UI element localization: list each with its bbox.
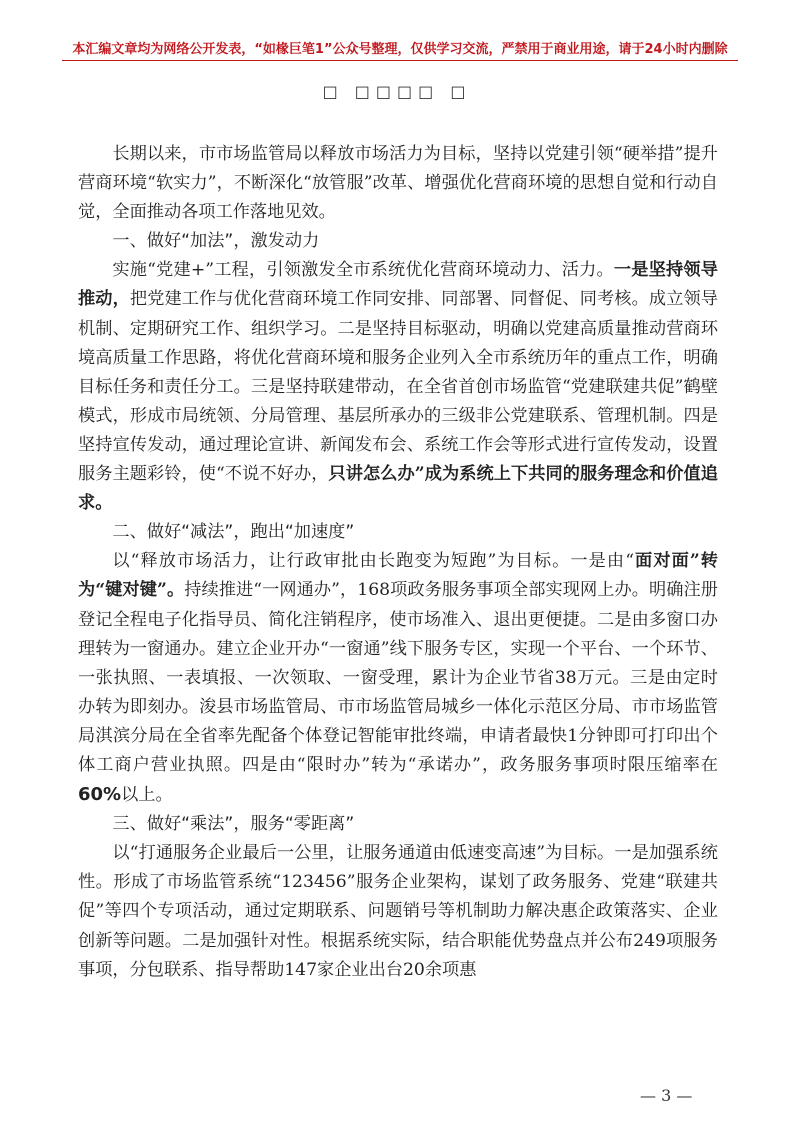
section-2-text-b: 持续推进“一网通办”，168项政务服务事项全部实现网上办。明确注册登记全程电子化指导员、简化注销程序，使市场准入、退出更便捷。二是由多窗口办理转为一窗通办。建立企业开办“一窗通”线下服务专区，实现一个平台、一个环节、一张执照、一表填报、一次领取、一窗受理，累计为企业节省38万元。三是由定时办转为即刻办。浚县市场监管局、市市场监管局城乡一体化示范区分局、市市场监管局淇滨分局在全省率先配备个体登记智能审批终端，申请者最快1分钟即可打印出个体工商户营业执照。四是由“限时办”转为“承诺办”，政务服务事项时限压缩率在 (78, 580, 718, 775)
article-title: □ □□□□ □ (322, 82, 472, 101)
compression-rate: 60% (78, 784, 122, 806)
section-2-bold-lead: 面对面”转为“键对键”。 (78, 551, 718, 601)
section-1-bold-tail: 只讲怎么办”成为系统上下共同的服务理念和价值追求。 (78, 464, 718, 514)
section-2-text-c: 以上。 (121, 785, 173, 806)
section-3-paragraph: 以“打通服务企业最后一公里，让服务通道由低速变高速”为目标。一是加强系统性。形成了市场监管系统“123456”服务企业架构，谋划了政务服务、党建“联建共促”等四个专项活动，通过定期联系、问题销号等机制助力解决惠企政策落实、企业创新等问题。二是加强针对性。根据系统实际，结合职能优势盘点并公布249项服务事项，分包联系、指导帮助147家企业出台20余项惠 (78, 843, 718, 980)
section-heading-3: 三、做好“乘法”，服务“零距离” (112, 814, 355, 835)
section-1-bold-lead: 一是坚持领导推动， (78, 260, 718, 310)
section-2-text-a: 以“释放市场活力，让行政审批由长跑变为短跑”为目标。一是由“ (112, 551, 634, 572)
section-1-paragraph (78, 256, 718, 518)
article-body (78, 140, 718, 985)
section-heading-1: 一、做好“加法”，激发动力 (112, 231, 320, 252)
header-divider (62, 60, 738, 61)
copyright-notice: 本汇编文章均为网络公开发表，“如椽巨笔1”公众号整理，仅供学习交流，严禁用于商业用途，请于24小时内删除 (72, 42, 728, 57)
section-heading-2: 二、做好“减法”，跑出“加速度” (112, 522, 355, 543)
section-1-text-a: 实施“党建+”工程，引领激发全市系统优化营商环境动力、活力。 (112, 260, 614, 281)
section-2-paragraph (78, 547, 718, 810)
page-number: — 3 — (640, 1086, 693, 1105)
intro-paragraph: 长期以来，市市场监管局以释放市场活力为目标，坚持以党建引领“硬举措”提升营商环境“软实力”，不断深化“放管服”改革、增强优化营商环境的思想自觉和行动自觉，全面推动各项工作落地见效。 (78, 144, 718, 223)
section-1-text-b: 把党建工作与优化营商环境工作同安排、同部署、同督促、同考核。成立领导机制、定期研究工作、组织学习。二是坚持目标驱动，明确以党建高质量推动营商环境高质量工作思路，将优化营商环境和服务企业列入全市系统历年的重点工作，明确目标任务和责任分工。三是坚持联建带动，在全省首创市场监管“党建联建共促”鹤壁模式，形成市局统领、分局管理、基层所承办的三级非公党建联系、管理机制。四是坚持宣传发动，通过理论宣讲、新闻发布会、系统工作会等形式进行宣传发动，设置服务主题彩铃，使“不说不好办， (78, 289, 718, 485)
